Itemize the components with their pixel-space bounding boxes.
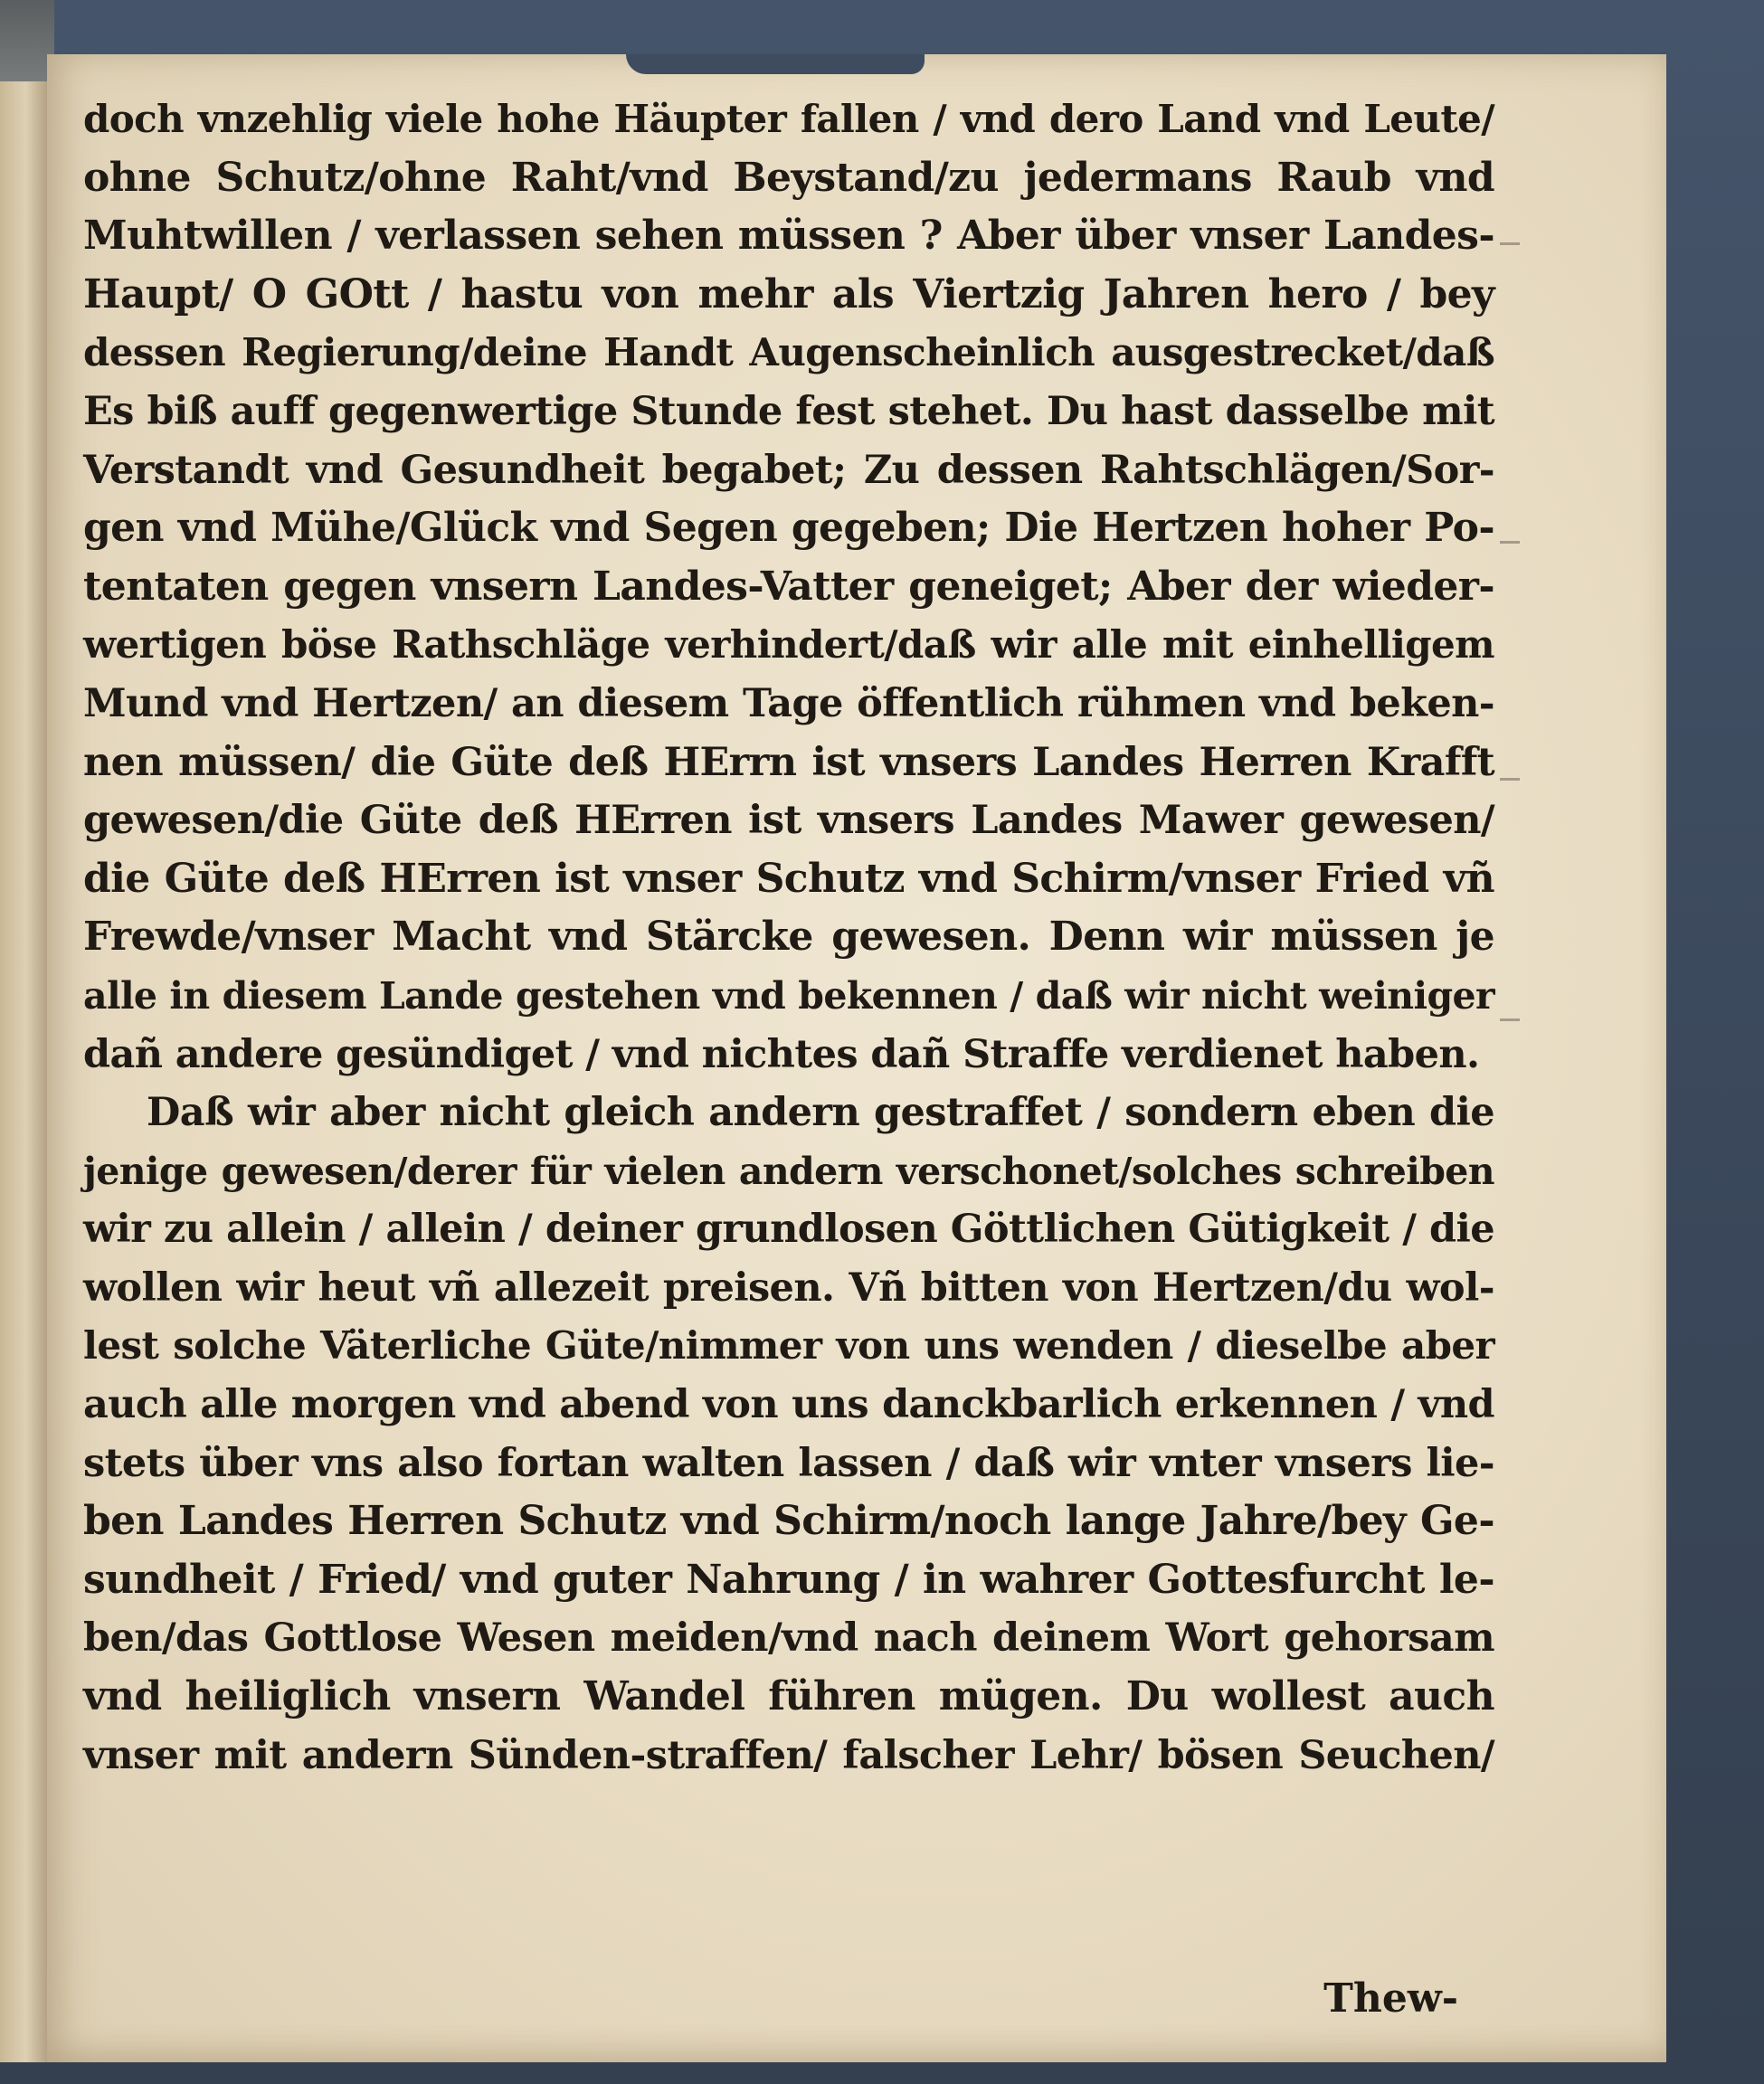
page-tear (626, 54, 925, 74)
margin-mark (1500, 778, 1520, 781)
margin-mark (1500, 1018, 1520, 1021)
text-line: wertigen böse Rathschläge verhindert/daß wir alle mit einhelligem (83, 622, 1494, 668)
text-line: tentaten gegen vnsern Landes-Vatter geneiget; Aber der wieder- (83, 563, 1494, 610)
text-line: auch alle morgen vnd abend von uns danckbarlich erkennen / vnd (83, 1382, 1494, 1428)
body-text (83, 90, 1494, 1785)
text-line: nen müssen/ die Güte deß HErrn ist vnsers Landes Herren Krafft (83, 739, 1494, 785)
text-line: lest solche Väterliche Güte/nimmer von uns wenden / dieselbe aber (83, 1323, 1494, 1369)
text-line: dañ andere gesündiget / vnd nichtes dañ Straffe verdienet haben. (83, 1031, 1480, 1077)
text-line: gewesen/die Güte deß HErren ist vnsers Landes Mawer gewesen/ (83, 798, 1494, 844)
text-line: doch vnzehlig viele hohe Häupter fallen / vnd dero Land vnd Leute/ (83, 97, 1494, 141)
text-line: Haupt/ O GOtt / hastu von mehr als Viertzig Jahren hero / bey (83, 270, 1494, 317)
text-line: Frewde/vnser Macht vnd Stärcke gewesen. Denn wir müssen je (83, 914, 1494, 961)
binding-edge (0, 0, 54, 86)
text-line: stets über vns also fortan walten lassen / daß wir vnter vnsers lie- (83, 1440, 1494, 1486)
text-line: Es biß auff gegenwertige Stunde fest stehet. Du hast dasselbe mit (83, 388, 1494, 434)
text-line: ben Landes Herren Schutz vnd Schirm/noch lange Jahre/bey Ge- (83, 1498, 1494, 1545)
text-line: vnser mit andern Sünden-straffen/ falscher Lehr/ bösen Seuchen/ (83, 1732, 1494, 1778)
margin-mark (1500, 541, 1520, 544)
previous-page-edge (0, 81, 49, 2062)
text-line: Mund vnd Hertzen/ an diesem Tage öffentlich rühmen vnd beken- (83, 680, 1494, 726)
text-line: vnd heiliglich vnsern Wandel führen mügen. Du wollest auch (83, 1673, 1494, 1720)
text-line: Verstandt vnd Gesundheit begabet; Zu dessen Rahtschlägen/Sor- (83, 447, 1494, 493)
text-line: ohne Schutz/ohne Raht/vnd Beystand/zu jedermans Raub vnd (83, 154, 1494, 201)
text-line: wir zu allein / allein / deiner grundlosen Göttlichen Gütigkeit / die (83, 1207, 1494, 1253)
text-line: ben/das Gottlose Wesen meiden/vnd nach deinem Wort gehorsam (83, 1615, 1494, 1662)
text-line: wollen wir heut vñ allezeit preisen. Vñ bitten von Hertzen/du wol- (83, 1265, 1494, 1311)
text-line: Muhtwillen / verlassen sehen müssen ? Aber über vnser Landes- (83, 213, 1494, 260)
margin-mark (1500, 242, 1520, 245)
text-line: jenige gewesen/derer für vielen andern verschonet/solches schreiben (83, 1149, 1494, 1193)
text-line: dessen Regierung/deine Handt Augenscheinlich ausgestrecket/daß (83, 330, 1494, 375)
text-line: Daß wir aber nicht gleich andern gestraffet / sondern eben die (147, 1090, 1494, 1136)
text-line: die Güte deß HErren ist vnser Schutz vnd Schirm/vnser Fried vñ (83, 855, 1494, 902)
text-line: sundheit / Fried/ vnd guter Nahrung / in wahrer Gottesfurcht le- (83, 1556, 1494, 1603)
text-line: alle in diesem Lande gestehen vnd bekennen / daß wir nicht weiniger (83, 973, 1494, 1018)
document-page (47, 54, 1666, 2062)
catchword: Thew- (1323, 1975, 1458, 2022)
text-line: gen vnd Mühe/Glück vnd Segen gegeben; Die Hertzen hoher Po- (83, 505, 1494, 552)
